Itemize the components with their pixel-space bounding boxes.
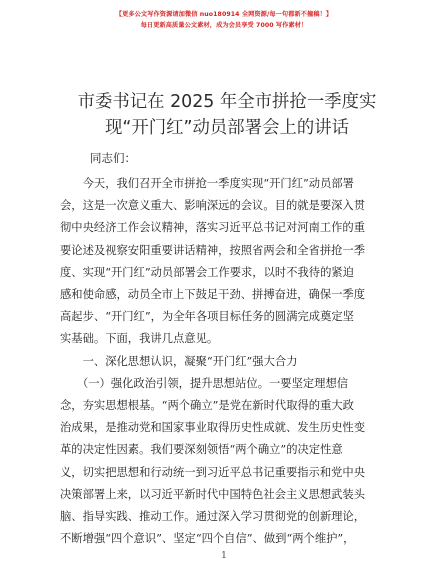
promo-banner-line-2: 每日更新高质量公文素材，成为会员享受 7000 写作素材！ — [140, 22, 308, 29]
body-line: 彻中央经济工作会议精神，落实习近平总书记对河南工作的重 — [60, 221, 366, 235]
body-line: 念，夯实思想根基。“两个确立”是党在新时代取得的重大政 — [60, 399, 354, 412]
body-line: 决策部署上来，以习近平新时代中国特色社会主义思想武装头 — [60, 487, 366, 501]
body-line: 义，切实把思想和行动统一到习近平总书记重要指示和党中央 — [60, 465, 366, 479]
body-line: 治成果，是推动党和国家事业取得历史性成就、发生历史性变 — [60, 421, 366, 435]
body-line: 实基础。下面，我讲几点意见。 — [60, 332, 219, 346]
body-line: 度、实现“开门红”动员部署会工作要求，以时不我待的紧迫 — [60, 265, 354, 279]
body-line: 要论述及视察安阳重要讲话精神，按照省两会和全省拼抢一季 — [60, 243, 366, 257]
section-heading: 一、深化思想认识，凝聚“开门红”强大合力 — [60, 354, 298, 368]
body-line: 高起步、“开门红”，为全年各项目标任务的圆满完成奠定坚 — [60, 310, 354, 324]
body-line: 脑、指导实践、推动工作。通过深入学习贯彻党的创新理论， — [60, 510, 366, 523]
promo-banner-line-1: 【更多公文写作资源请加微信 nuo180914 全网资源/每一句都新不撞稿！】 — [115, 11, 333, 18]
salutation: 同志们： — [90, 151, 136, 165]
body-line: 会，这是一次意义重大、影响深远的会议。目的就是要深入贯 — [60, 199, 366, 213]
page-number: 1 — [221, 551, 227, 561]
body-line: （一）强化政治引领，提升思想站位。一要坚定理想信 — [60, 376, 349, 390]
body-line: 革的决定性因素。我们要深刻领悟“两个确立”的决定性意 — [60, 443, 343, 457]
body-line: 感和使命感，动员全市上下鼓足干劲、拼搏奋进，确保一季度 — [60, 288, 366, 301]
body-line: 今天，我们召开全市拼抢一季度实现“开门红”动员部署 — [60, 177, 354, 190]
document-title: 市委书记在 2025 年全市拼抢一季度实现“开门红”动员部署会上的讲话 — [77, 92, 377, 138]
body-line: 不断增强“四个意识”、坚定“四个自信”、做到“两个维护”， — [60, 532, 355, 546]
